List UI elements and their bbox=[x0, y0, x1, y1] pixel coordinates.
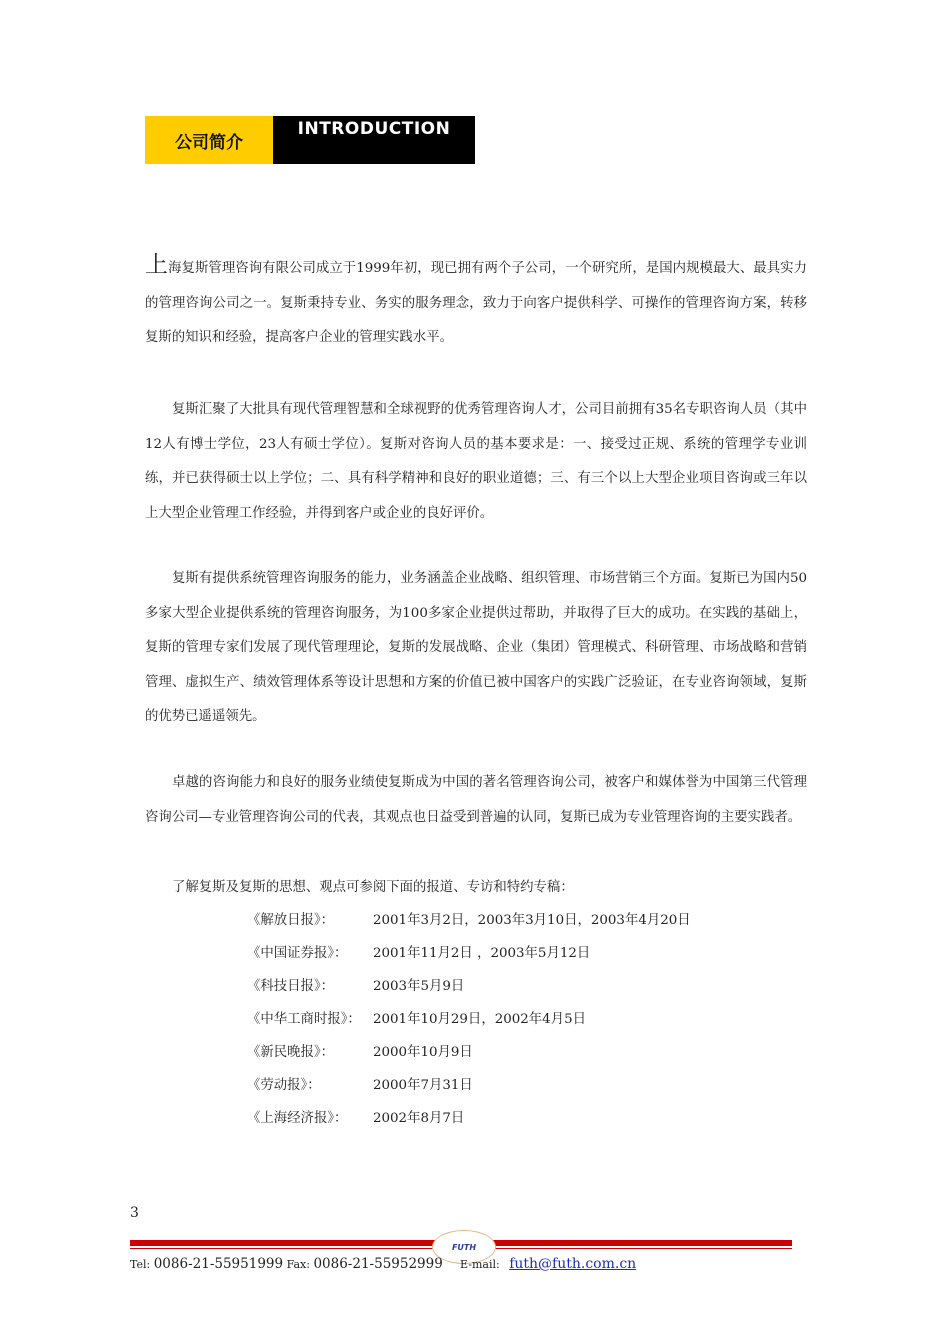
section-title-cn: 公司简介 bbox=[145, 116, 273, 164]
reference-dates: 2000年7月31日 bbox=[373, 1078, 473, 1093]
references-intro: 了解复斯及复斯的思想、观点可参阅下面的报道、专访和特约专稿： bbox=[172, 880, 574, 895]
references-list bbox=[247, 908, 691, 1139]
fax-label: Fax: bbox=[286, 1258, 310, 1271]
tel-label: Tel: bbox=[130, 1258, 151, 1271]
intro-paragraph-2: 复斯汇聚了大批具有现代管理智慧和全球视野的优秀管理咨询人才，公司目前拥有35名专职咨询人员（其中12人有博士学位，23人有硕士学位）。复斯对咨询人员的基本要求是：一、接受过正规、系统的管理学专业训练，并已获得硕士以上学位；二、具有科学精神和良好的职业道德；三、有三个以上大型企业项目咨询或三年以上大型企业管理工作经验，并得到客户或企业的良好评价。 bbox=[145, 402, 807, 521]
reference-dates: 2000年10月9日 bbox=[373, 1045, 473, 1060]
futh-logo: FUTH bbox=[432, 1230, 496, 1264]
footer-email bbox=[460, 1256, 636, 1272]
reference-item bbox=[247, 941, 691, 974]
reference-dates: 2002年8月7日 bbox=[373, 1111, 465, 1126]
reference-name: 《新民晚报》： bbox=[247, 1045, 335, 1060]
reference-name: 《中华工商时报》： bbox=[247, 1012, 361, 1027]
reference-item bbox=[247, 1106, 691, 1139]
intro-paragraph-3: 复斯有提供系统管理咨询服务的能力，业务涵盖企业战略、组织管理、市场营销三个方面。复斯已为国内50多家大型企业提供系统的管理咨询服务，为100多家企业提供过帮助，并取得了巨大的成功。在实践的基础上，复斯的管理专家们发展了现代管理理论，复斯的发展战略、企业（集团）管理模式、科研管理、市场战略和营销管理、虚拟生产、绩效管理体系等设计思想和方案的价值已被中国客户的实践广泛验证，在专业咨询领域，复斯的优势已遥遥领先。 bbox=[145, 571, 807, 724]
email-label: E-mail: bbox=[460, 1258, 500, 1271]
reference-item bbox=[247, 1073, 691, 1106]
reference-dates: 2001年3月2日，2003年3月10日，2003年4月20日 bbox=[373, 913, 691, 928]
footer-contact bbox=[130, 1256, 443, 1272]
reference-item bbox=[247, 974, 691, 1007]
section-title-en: INTRODUCTION bbox=[273, 116, 475, 164]
reference-name: 《中国证券报》： bbox=[247, 946, 348, 961]
intro-paragraph-4: 卓越的咨询能力和良好的服务业绩使复斯成为中国的著名管理咨询公司，被客户和媒体誉为中国第三代管理咨询公司—专业管理咨询公司的代表，其观点也日益受到普遍的认同，复斯已成为专业管理咨询的主要实践者。 bbox=[145, 775, 807, 825]
reference-name: 《劳动报》： bbox=[247, 1078, 321, 1093]
reference-item bbox=[247, 1007, 691, 1040]
email-link[interactable]: futh@futh.com.cn bbox=[509, 1256, 637, 1272]
reference-item bbox=[247, 1040, 691, 1073]
reference-name: 《解放日报》： bbox=[247, 913, 335, 928]
reference-dates: 2001年11月2日 ，2003年5月12日 bbox=[373, 946, 591, 961]
reference-dates: 2001年10月29日，2002年4月5日 bbox=[373, 1012, 587, 1027]
fax-number: 0086-21-55952999 bbox=[313, 1256, 443, 1272]
drop-cap: 上 bbox=[145, 252, 169, 278]
page-number: 3 bbox=[130, 1205, 139, 1221]
paragraph-1-text: 海复斯管理咨询有限公司成立于1999年初，现已拥有两个子公司，一个研究所，是国内规模最大、最具实力的管理咨询公司之一。复斯秉持专业、务实的服务理念，致力于向客户提供科学、可操作的管理咨询方案，转移复斯的知识和经验，提高客户企业的管理实践水平。 bbox=[145, 261, 808, 345]
tel-number: 0086-21-55951999 bbox=[153, 1256, 284, 1272]
reference-item bbox=[247, 908, 691, 941]
intro-paragraph-1 bbox=[145, 252, 807, 356]
reference-dates: 2003年5月9日 bbox=[373, 979, 465, 994]
reference-name: 《上海经济报》： bbox=[247, 1111, 348, 1126]
section-header bbox=[145, 116, 475, 164]
reference-name: 《科技日报》： bbox=[247, 979, 335, 994]
